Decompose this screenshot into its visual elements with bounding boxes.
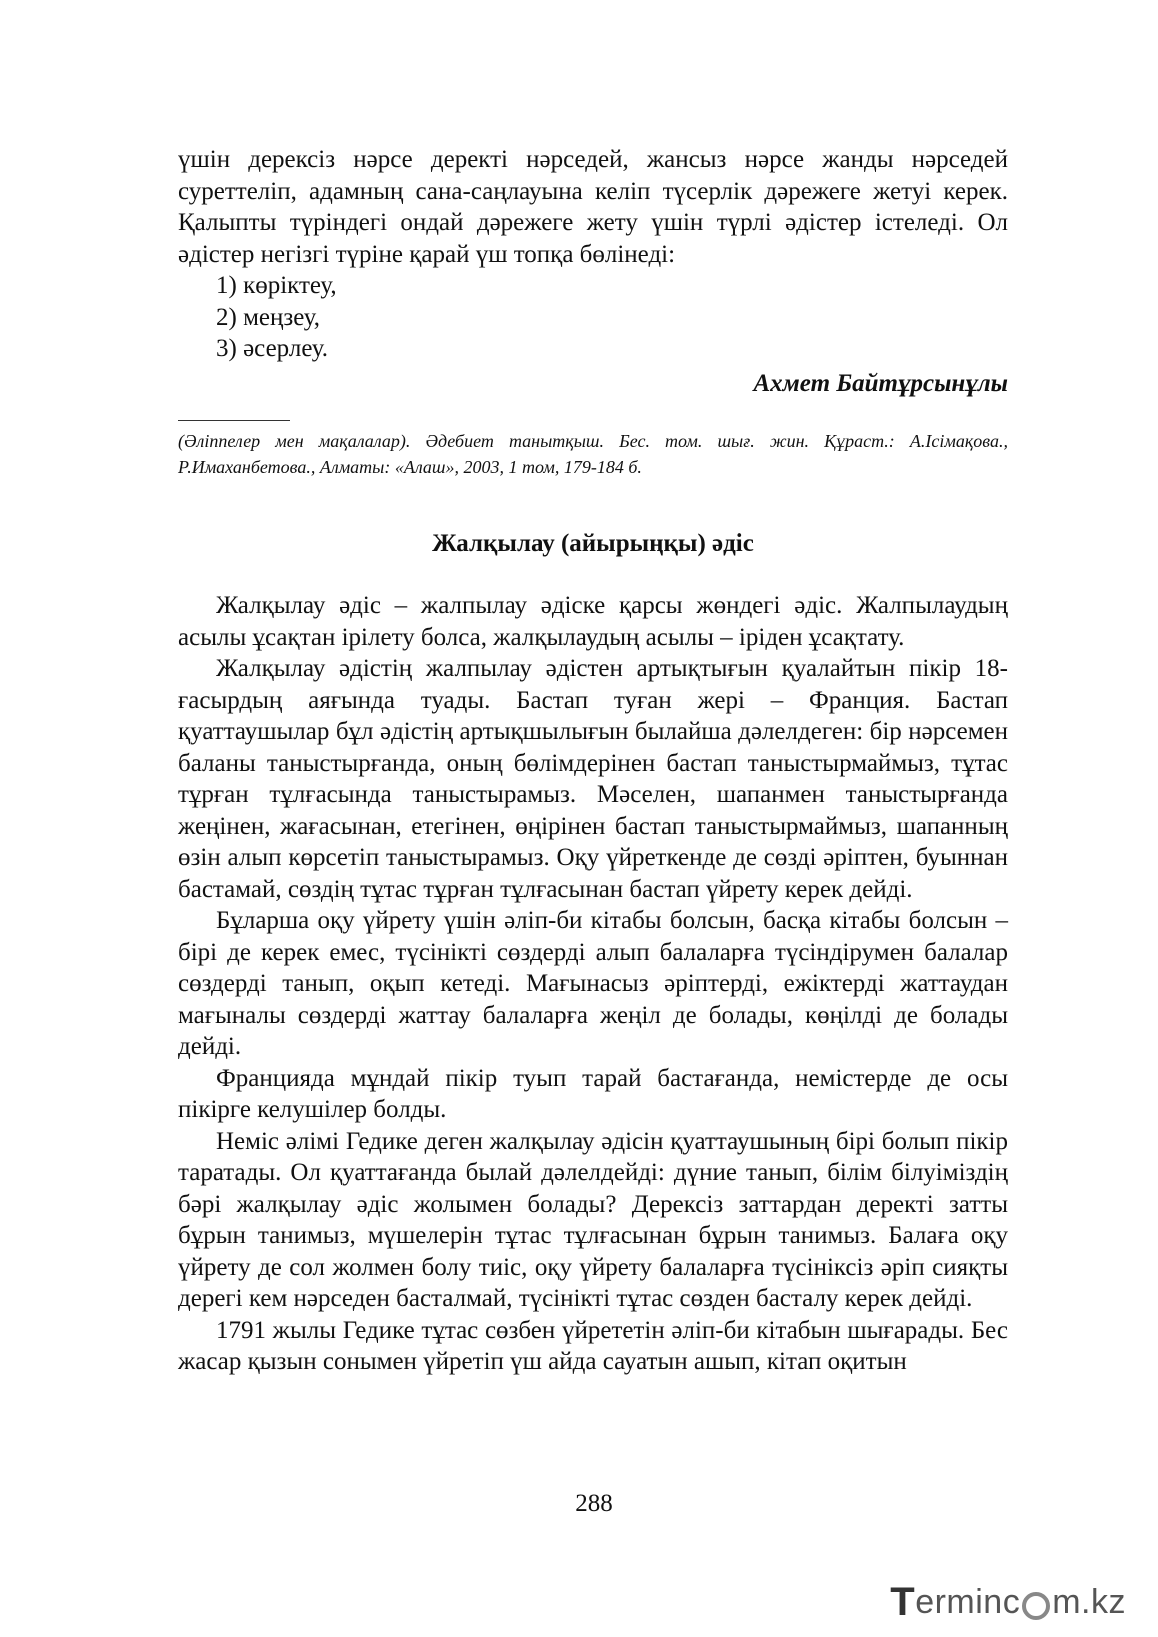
site-watermark [890, 1580, 1126, 1625]
top-text-block [178, 144, 1008, 365]
watermark-initial: T [890, 1580, 916, 1624]
body-paragraph: Францияда мұндай пікір туып тарай бастағанда, немістерде де осы пікірге келушілер болды. [178, 1064, 1008, 1123]
body-paragraph: Бұларша оқу үйрету үшін әліп-би кітабы болсын, басқа кітабы болсын – бірі де керек емес, түсінікті сөздерді алып балаларға түсіндірумен балалар сөздерді танып, оқып кетеді. Мағынасыз әріптерді, ежіктерді жаттаудан мағыналы сөздерді жаттау балаларға жеңіл де болады, көңілді де болады дейді. [178, 907, 1008, 1060]
list-item: 2) меңзеу, [216, 303, 320, 331]
watermark-text: c [1002, 1583, 1021, 1621]
page-number: 288 [575, 1490, 613, 1517]
list-item: 1) көріктеу, [216, 272, 337, 299]
top-paragraph: үшін дерексіз нәрсе деректі нәрседей, жансыз нәрсе жанды нәрседей суреттеліп, адамның сана-саңлауына келіп түсерлік дәрежеге жетуі керек. Қалыпты түріндегі ондай дәрежеге жету үшін түрлі әдістер істеледі. Ол әдістер негізгі түріне қарай үш топқа бөлінеді: [178, 146, 1008, 268]
body-paragraph: 1791 жылы Гедике тұтас сөзбен үйрететін әліп-би кітабын шығарады. Бес жасар қызын сонымен үйретіп үш айда сауатын ашып, кітап оқитын [178, 1316, 1008, 1375]
body-paragraph: Неміс әлімі Гедике деген жалқылау әдісін қуаттаушының бірі болып пікір таратады. Ол қуаттағанда былай дәлелдейді: дүние танып, білім білуіміздің бәрі жалқылау әдіс жолымен болады? Дерексіз заттардан деректі затты бұрын танимыз, мүшелерін тұтас тұлғасынан бұрын танимыз. Балаға оқу үйрету де сол жолмен болу тиіс, оқу үйрету балаларға түсініксіз әріп сияқты дерегі кем нәрседен басталмай, түсінікті тұтас сөзден басталу керек дейді. [178, 1127, 1008, 1312]
author-signature: Ахмет Байтұрсынұлы [753, 370, 1008, 397]
body-paragraph: Жалқылау әдістің жалпылау әдістен артықтығын қуалайтын пікір 18-ғасырдың аяғында туады. Бастап туған жері – Франция. Бастап қуаттаушылар бұл әдістің артықшылығын былайша дәлелдеген: бір нәрсемен баланы таныстырғанда, оның бөлімдерінен бастап таныстырмаймыз, тұтас тұрған тұлғасында таныстырамыз. Мәселен, шапанмен таныстырғанда жеңінен, жағасынан, етегінен, өңірінен бастап таныстырмаймыз, шапанның өзін алып көрсетіп таныстырамыз. Оқу үйреткенде де сөзді әріптен, буыннан бастамай, сөздің тұтас тұрған тұлғасынан бастап үйрету керек дейді. [178, 655, 1008, 903]
watermark-text: m.kz [1052, 1583, 1126, 1621]
main-text-block [178, 590, 1008, 1378]
watermark-text: ermin [915, 1583, 1003, 1621]
footnote-rule [178, 420, 290, 421]
section-heading: Жалқылау (айырыңқы) әдіс [432, 530, 754, 557]
list-item: 3) әсерлеу. [216, 335, 329, 362]
footnote: (Әліппелер мен мақалалар). Әдебиет танытқыш. Бес. том. шығ. жин. Құраст.: А.Ісімақова., Р.Имаханбетова., Алматы: «Алаш», 2003, 1 том, 179-184 б. [178, 431, 1008, 477]
magnifier-icon [1022, 1592, 1050, 1620]
body-paragraph: Жалқылау әдіс – жалпылау әдіске қарсы жөндегі әдіс. Жалпылаудың асылы ұсақтан ірілету болса, жалқылаудың асылы – іріден ұсақтату. [178, 592, 1008, 651]
